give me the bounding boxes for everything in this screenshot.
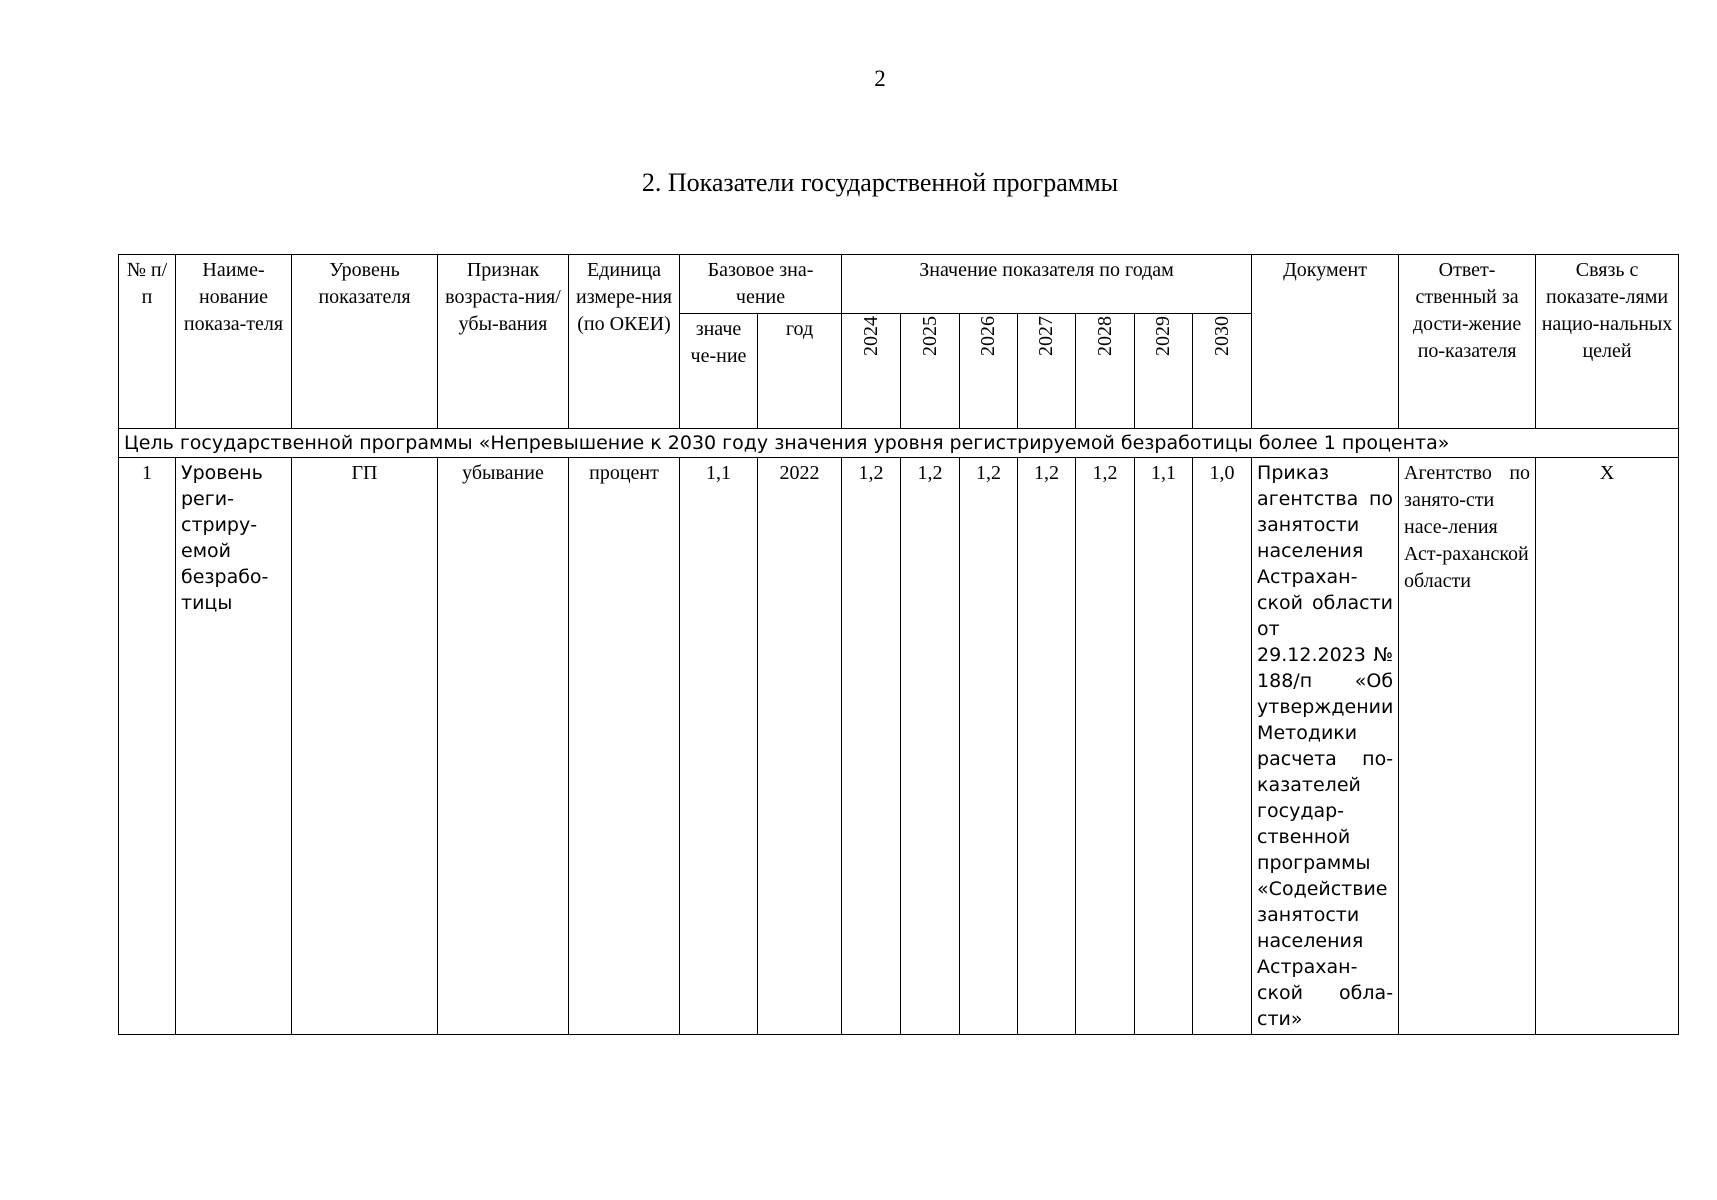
indicators-table (118, 254, 1679, 1035)
header-year-2024: 2024 (842, 314, 901, 429)
header-document: Документ (1252, 255, 1399, 429)
header-trend: Признак возраста-ния/убы-вания (438, 255, 569, 429)
header-year-2028: 2028 (1076, 314, 1135, 429)
table-row (119, 458, 1679, 1035)
row-trend: убывание (438, 458, 569, 1035)
program-goal: Цель государственной программы «Непревышение к 2030 году значения уровня регистрируемой безработицы более 1 процента» (119, 429, 1679, 458)
header-year-2029: 2029 (1135, 314, 1193, 429)
header-year-2030: 2030 (1193, 314, 1252, 429)
header-base-value: значе че-ние (680, 314, 758, 429)
header-year-2026: 2026 (960, 314, 1018, 429)
header-responsible: Ответ-ственный за дости-жение по-казателя (1399, 255, 1536, 429)
header-level: Уровень показателя (292, 255, 438, 429)
row-base-year: 2022 (758, 458, 842, 1035)
header-row-1 (119, 255, 1679, 314)
row-value-2030: 1,0 (1193, 458, 1252, 1035)
row-value-2024: 1,2 (842, 458, 901, 1035)
row-value-2027: 1,2 (1018, 458, 1076, 1035)
row-value-2025: 1,2 (901, 458, 960, 1035)
row-name: Уровень реги-стриру-емой безрабо-тицы (176, 458, 292, 1035)
row-link: Х (1536, 458, 1679, 1035)
header-base-year: год (758, 314, 842, 429)
row-base-value: 1,1 (680, 458, 758, 1035)
header-by-years: Значение показателя по годам (842, 255, 1252, 314)
header-name: Наиме-нование показа-теля (176, 255, 292, 429)
row-responsible: Агентство по занято-сти насе-ления Аст-раханской области (1399, 458, 1536, 1035)
row-value-2028: 1,2 (1076, 458, 1135, 1035)
header-base: Базовое зна-чение (680, 255, 842, 314)
row-value-2026: 1,2 (960, 458, 1018, 1035)
row-document: Приказ агентства по занятости населения Астрахан-ской области от 29.12.2023 № 188/п «Об утверждении Методики расчета по-казателей государ-ственной программы «Содействие занятости населения Астрахан-ской обла-сти» (1252, 458, 1399, 1035)
row-unit: процент (569, 458, 680, 1035)
header-num: № п/п (119, 255, 176, 429)
goal-row (119, 429, 1679, 458)
row-level: ГП (292, 458, 438, 1035)
page-number: 2 (874, 66, 886, 91)
row-num: 1 (119, 458, 176, 1035)
header-unit: Единица измере-ния (по ОКЕИ) (569, 255, 680, 429)
header-link: Связь с показате-лями нацио-нальных целей (1536, 255, 1679, 429)
header-year-2027: 2027 (1018, 314, 1076, 429)
header-year-2025: 2025 (901, 314, 960, 429)
section-title: 2. Показатели государственной программы (641, 168, 1119, 197)
row-value-2029: 1,1 (1135, 458, 1193, 1035)
